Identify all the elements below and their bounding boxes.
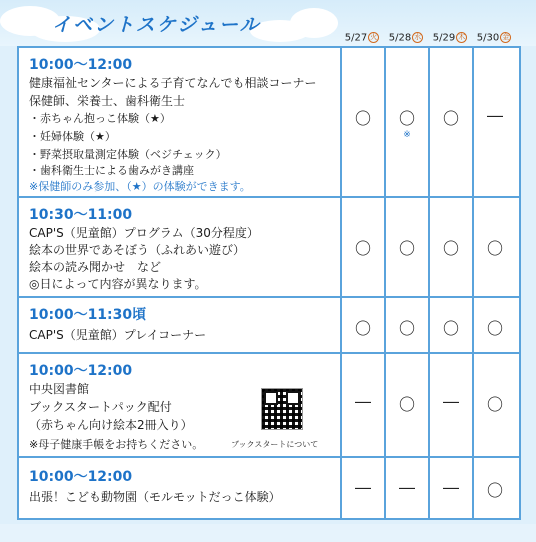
availability-mark: 〇 xyxy=(442,109,459,128)
date-header: 5/29 木 xyxy=(432,32,466,44)
schedule-row xyxy=(19,48,519,198)
date-header: 5/27 火 xyxy=(344,32,378,44)
cloud-decoration xyxy=(290,8,338,38)
availability-note: ※ xyxy=(403,130,411,140)
schedule-row xyxy=(19,198,519,298)
event-time: 10:30～11:00 xyxy=(29,207,133,223)
availability-mark: 〇 xyxy=(442,239,459,258)
availability-mark: ― xyxy=(487,106,503,125)
event-text: ◎日によって内容が異なります。 xyxy=(29,277,207,291)
event-text: 健康福祉センターによる子育てなんでも相談コーナー xyxy=(29,76,317,90)
event-text: 中央図書館 xyxy=(29,382,90,396)
event-text: 絵本の世界であそぼう（ふれあい遊び） xyxy=(29,243,246,257)
date-header: 5/30 金 xyxy=(476,32,510,44)
event-text: 保健師、栄養士、歯科衛生士 xyxy=(29,94,186,108)
availability-mark: ― xyxy=(355,392,371,411)
event-note: ※母子健康手帳をお持ちください。 xyxy=(29,438,204,451)
availability-mark: 〇 xyxy=(354,239,371,258)
availability-mark: 〇 xyxy=(398,395,415,414)
event-text: CAP'S（児童館）プログラム（30分程度） xyxy=(29,226,259,240)
availability-mark: 〇 xyxy=(486,481,503,500)
availability-mark: ― xyxy=(443,392,459,411)
event-text: 絵本の読み聞かせ など xyxy=(29,260,162,274)
availability-mark: 〇 xyxy=(486,319,503,338)
bottom-decoration xyxy=(0,524,536,542)
event-text: ブックスタートパック配付 xyxy=(29,400,172,414)
availability-mark: ― xyxy=(355,478,371,497)
event-text: CAP'S（児童館）プレイコーナー xyxy=(29,328,207,342)
event-time: 10:00～11:30頃 xyxy=(29,307,147,323)
event-text: ・野菜摂取量測定体験（ベジチェック） xyxy=(29,148,227,161)
availability-mark: 〇 xyxy=(398,239,415,258)
availability-mark: 〇 xyxy=(354,319,371,338)
schedule-row xyxy=(19,298,519,354)
date-header: 5/28 水 xyxy=(388,32,422,44)
availability-mark: 〇 xyxy=(486,239,503,258)
event-text: ・赤ちゃん抱っこ体験（★） xyxy=(29,112,171,125)
availability-mark: 〇 xyxy=(398,319,415,338)
event-time: 10:00～12:00 xyxy=(29,363,133,379)
schedule-table xyxy=(17,46,521,520)
event-time: 10:00～12:00 xyxy=(29,57,133,73)
availability-mark: ― xyxy=(399,478,415,497)
event-note: ※保健師のみ参加、（★）の体験ができます。 xyxy=(29,180,251,193)
availability-mark: 〇 xyxy=(398,109,415,128)
event-text: 出張！こども動物園（モルモットだっこ体験） xyxy=(29,490,281,504)
event-time: 10:00～12:00 xyxy=(29,469,133,485)
qr-code[interactable] xyxy=(261,388,303,430)
event-text: （赤ちゃん向け絵本2冊入り） xyxy=(29,418,193,432)
availability-mark: 〇 xyxy=(486,395,503,414)
schedule-row xyxy=(19,458,519,518)
qr-caption: ブックスタートについて xyxy=(231,440,319,449)
schedule-row xyxy=(19,354,519,458)
event-text: ・歯科衛生士による歯みがき講座 xyxy=(29,164,194,177)
availability-mark: 〇 xyxy=(354,109,371,128)
availability-mark: ― xyxy=(443,478,459,497)
availability-mark: 〇 xyxy=(442,319,459,338)
page-title: イベントスケジュール xyxy=(52,14,261,36)
event-text: ・妊婦体験（★） xyxy=(29,130,116,143)
